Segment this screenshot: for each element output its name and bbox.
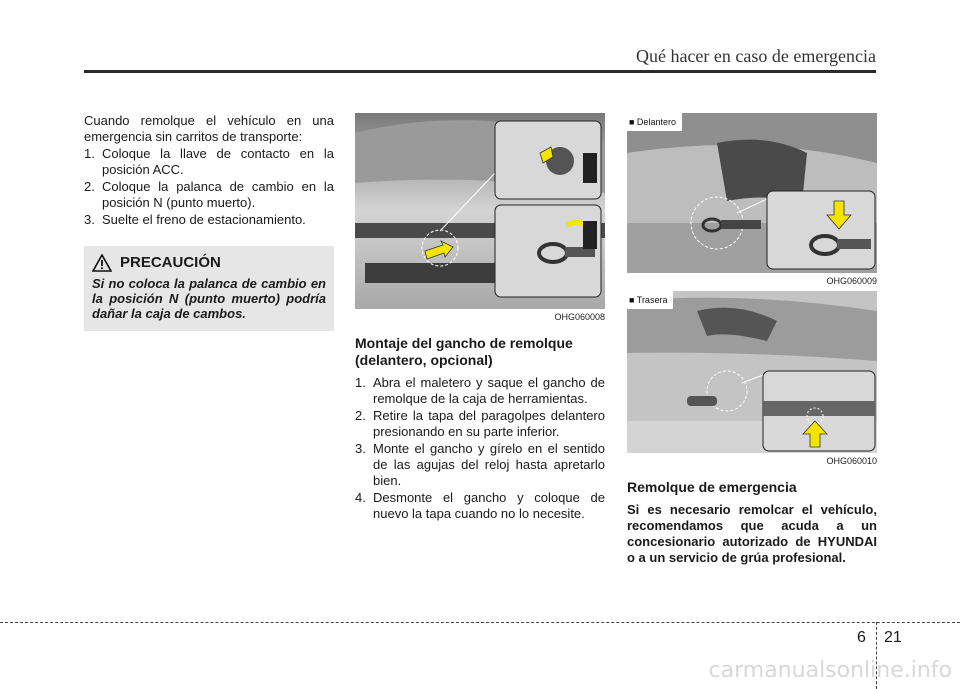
section-title: Qué hacer en caso de emergencia	[635, 46, 876, 66]
list-item	[84, 179, 334, 211]
step-text: Suelte el freno de estacionamiento.	[102, 212, 306, 227]
chapter-number: 6	[857, 629, 866, 646]
header-rule	[84, 70, 876, 73]
page-number: 21	[884, 629, 902, 646]
figure-code: OHG060009	[826, 276, 877, 286]
front-hook-install-figure	[355, 113, 605, 309]
step-number: 1.	[84, 146, 95, 161]
column-3	[627, 113, 877, 566]
towing-steps-list	[84, 146, 334, 228]
step-text: Monte el gancho y gírelo en el sentido de las agujas del reloj hasta apretarlo bien.	[373, 441, 605, 488]
section-heading: Remolque de emergencia	[627, 479, 797, 495]
rear-tow-hook-figure	[627, 291, 877, 453]
caution-text: Si no coloca la palanca de cambio en la posición N (punto muerto) podría dañar la caja de cambos.	[92, 276, 326, 321]
step-text: Coloque la llave de contacto en la posición ACC.	[102, 146, 334, 177]
caution-box	[84, 246, 334, 331]
figure-label-front: ■ Delantero	[627, 113, 682, 131]
list-item	[84, 212, 334, 228]
step-text: Coloque la palanca de cambio en la posición N (punto muerto).	[102, 179, 334, 210]
step-number: 3.	[84, 212, 95, 227]
step-number: 3.	[355, 441, 366, 456]
emergency-tow-text: Si es necesario remolcar el vehículo, recomendamos que acuda a un concesionario autorizado de HYUNDAI o a un servicio de grúa profesional.	[627, 502, 877, 565]
step-number: 1.	[355, 375, 366, 390]
list-item	[84, 146, 334, 178]
hook-install-steps-list	[355, 375, 605, 522]
figure-label-rear: ■ Trasera	[627, 291, 673, 309]
list-item	[355, 490, 605, 522]
footer-rule	[0, 622, 960, 623]
step-number: 2.	[84, 179, 95, 194]
warning-icon	[92, 254, 112, 272]
step-number: 4.	[355, 490, 366, 505]
list-item	[355, 408, 605, 440]
front-tow-hook-figure	[627, 113, 877, 273]
list-item	[355, 441, 605, 489]
car-rear-tow-illustration	[627, 291, 877, 453]
step-text: Abra el maletero y saque el gancho de remolque de la caja de herramientas.	[373, 375, 605, 406]
figure-code: OHG060008	[554, 312, 605, 322]
column-1	[84, 113, 334, 331]
list-item	[355, 375, 605, 407]
step-text: Retire la tapa del paragolpes delantero presionando en su parte inferior.	[373, 408, 605, 439]
column-2	[355, 113, 605, 523]
watermark: carmanualsonline.info	[708, 658, 952, 683]
intro-text: Cuando remolque el vehículo en una emergencia sin carritos de transporte:	[84, 113, 334, 144]
caution-title: PRECAUCIÓN	[120, 254, 221, 271]
car-front-tow-illustration	[627, 113, 877, 273]
figure-code: OHG060010	[826, 456, 877, 466]
step-number: 2.	[355, 408, 366, 423]
step-text: Desmonte el gancho y coloque de nuevo la tapa cuando no lo necesite.	[373, 490, 605, 521]
section-heading: Montaje del gancho de remolque (delantero, opcional)	[355, 335, 573, 368]
car-front-illustration	[355, 113, 605, 309]
